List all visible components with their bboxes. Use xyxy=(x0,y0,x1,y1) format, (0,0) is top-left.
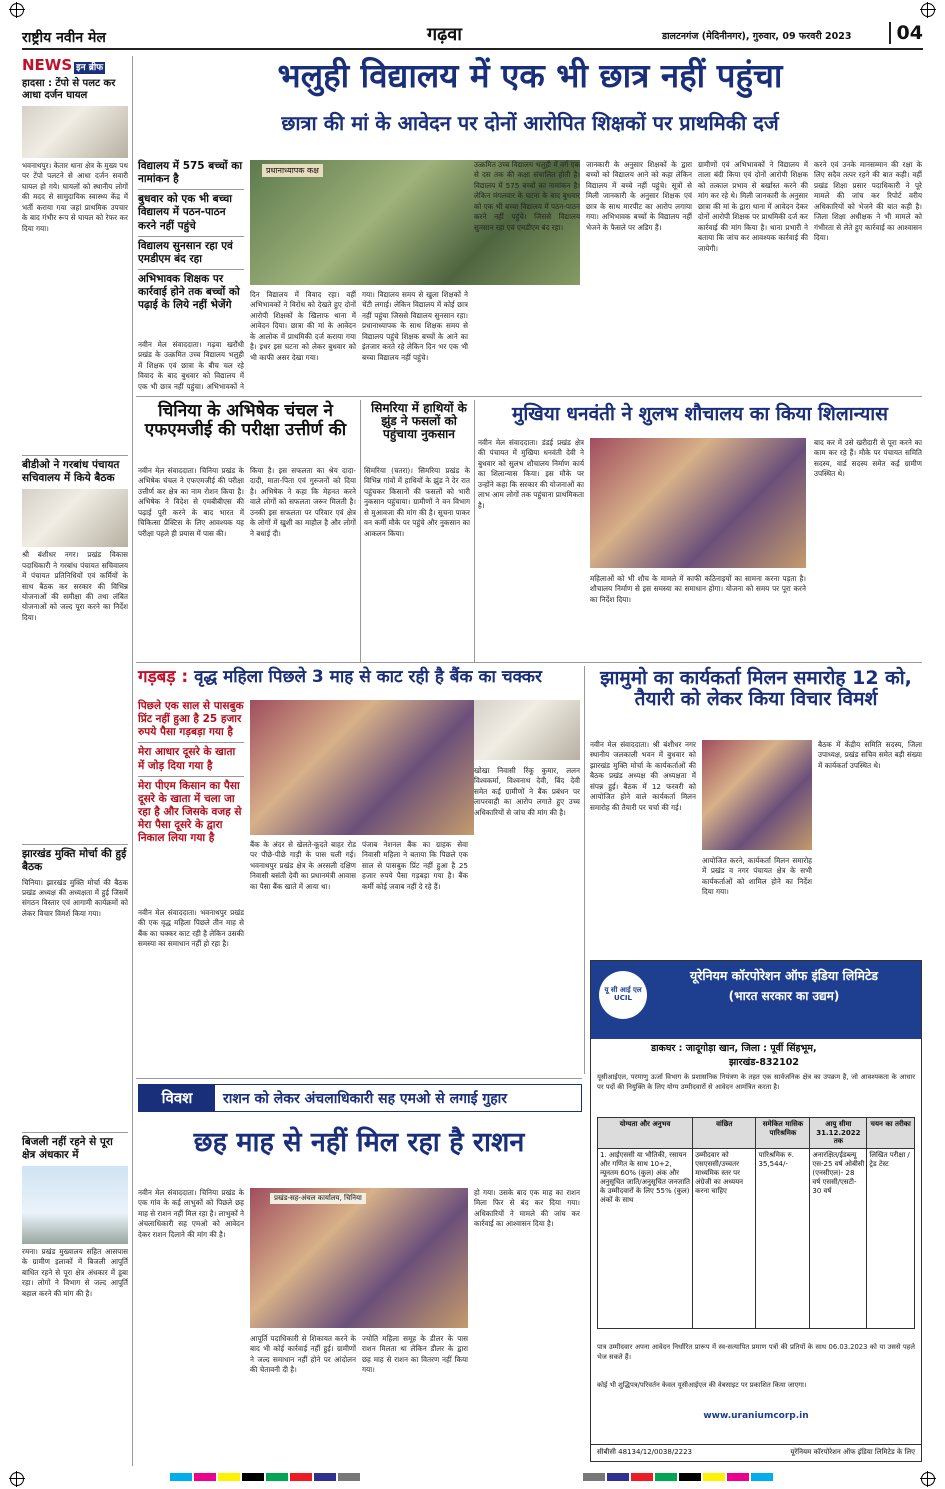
news-label: NEWS xyxy=(22,56,73,74)
ad-footer: पात्र उम्मीदवार अपना आवेदन निर्धारित प्रारूप में स्व-सत्यापित प्रमाण पत्रों की प्रतियों के साथ 06.03.2023 को या उससे पहले भेज सकते हैं। xyxy=(597,1343,915,1361)
ad-table-cell: अनारक्षित/ईडब्ल्यू एस-25 वर्ष ओबीसी (एनसीएल)- 28 वर्ष एससी/एसटी- 30 वर्ष xyxy=(810,1149,867,1329)
bank-photo xyxy=(250,700,474,835)
ad-website: www.uraniumcorp.in xyxy=(703,1411,809,1421)
ration-body: नवीन मेल संवाददाता। चिनिया प्रखंड के एक गांव के कई लाभुकों को पिछले छह माह से राशन नहीं मिल रहा है। लाभुकों ने अंचलाधिकारी सह एमओ को आवेदन देकर राशन दिलाने की मांग की है। xyxy=(138,1188,244,1239)
paper-name: राष्ट्रीय नवीन मेल xyxy=(22,30,106,46)
jmm-body: बैठक में केंद्रीय समिति सदस्य, जिला उपाध्यक्ष, प्रखंड सचिव समेत बड़ी संख्या में कार्यकर्ता उपस्थित थे। xyxy=(818,740,922,770)
color-calibration-bar xyxy=(170,1466,362,1485)
pull-quote: विद्यालय सुनसान रहा एवं एमडीएम बंद रहा xyxy=(138,237,244,270)
jmm-photo xyxy=(702,740,812,850)
photo-sign: प्रधानाध्यापक कक्ष xyxy=(262,164,323,177)
ration-body: हो गया। उसके बाद एक माह का राशन मिला फिर से बंद कर दिया गया। अधिकारियों ने मामले की जांच कर कार्रवाई का आश्वासन दिया है। xyxy=(474,1188,580,1229)
registration-mark-icon xyxy=(921,3,935,17)
lead-subhead: छात्रा की मां के आवेदन पर दोनों आरोपित शिक्षकों पर प्राथमिकी दर्ज xyxy=(281,111,779,135)
lead-headline: भलुही विद्यालय में एक भी छात्र नहीं पहुंचा xyxy=(277,56,783,95)
toilet-body: महिलाओं को भी शौच के मामले में काफी कठिनाइयों का सामना करना पड़ता है। शौचालय निर्माण से इस समस्या का समाधान होगा। योजना को समय पर पूरा करने का निर्देश दिया। xyxy=(590,574,806,604)
brief-title: बिजली नहीं रहने से पूरा क्षेत्र अंधकार में xyxy=(22,1132,128,1162)
section-divider xyxy=(136,662,922,663)
ad-pin: झारखंड-832102 xyxy=(729,1057,799,1068)
logo-text: यू सी आई एल UCIL xyxy=(604,986,642,1002)
lead-body: ग्रामीणों एवं अभिभावकों ने विद्यालय में ताला बंदी किया एवं दोनों आरोपी शिक्षक को तत्काल प्रभाव से बर्खास्त करने की मांग कर रहे थे। मिली जानकारी के अनुसार छात्रा की मां के द्वारा थाना में आवेदन देकर दोनों आरोपी शिक्षक पर प्राथमिकी दर्ज कर कार्रवाई की मांग किया है। थाना प्रभारी ने बताया कि जांच कर आवश्यक कार्रवाई की जायेगी। xyxy=(698,160,808,253)
bank-photo xyxy=(474,700,580,760)
column-divider xyxy=(584,666,585,1074)
brief-kicker: हादसा : टेंपो से पलट कर आधा दर्जन घायल xyxy=(22,78,116,101)
ad-company: यूरेनियम कॉरपोरेशन ऑफ इंडिया लिमिटेड xyxy=(690,968,878,983)
section-divider xyxy=(136,396,922,397)
lead-body: नवीन मेल संवाददाता। गढ़वा खरौंधी प्रखंड के उत्क्रमित उच्च विद्यालय भलुही में शिक्षक एवं छात्रा के बीच चल रहे विवाद के बाद बुधवार को विद्यालय में एक भी छात्र नहीं पहुंचा। अभिभावकों ने xyxy=(138,340,244,391)
bank-body: बैंक के अंदर से खेलते-कूदते बाहर रोड पर पीछे-पीछे गाड़ी के पास चली गई। भवनाथपुर प्रखंड क्षेत्र के अरसली दक्षिण निवासी बसंती देवी का प्रधानमंत्री आवास का पैसा बैंक खाते में आया था। xyxy=(250,840,356,891)
registration-mark-icon xyxy=(921,1472,935,1486)
brief-title: बीडीओ ने गरबांध पंचायत सचिवालय में किये बैठक xyxy=(22,455,128,485)
news-brief-column xyxy=(22,56,128,1466)
toilet-body: नवीन मेल संवाददाता। डंडई प्रखंड क्षेत्र की पंचायत में मुखिया धनवंती देवी ने बुधवार को सुलभ शौचालय निर्माण कार्य का शिलान्यास किया। इस मौके पर उन्होंने कहा कि सरकार की योजनाओं का लाभ आम लोगों तक पहुंचाना प्राथमिकता है। xyxy=(478,438,584,510)
lead-body: दिन विद्यालय में विवाद रहा। वहीं अभिभावकों ने विरोध को देखते हुए दोनों आरोपी शिक्षकों के खिलाफ थाना में आवेदन दिया। छात्रा की मां के आवेदन के आलोक में प्राथमिकी दर्ज कराया गया है। इधर इस घटना को लेकर बुधवार को भी काफी असर देखा गया। xyxy=(250,290,356,362)
section-name: गढ़वा xyxy=(427,24,462,45)
brief-photo xyxy=(22,489,128,547)
pull-quote: पिछले एक साल से पासबुक प्रिंट नहीं हुआ है 25 हजार रुपये पैसा गड़बड़ा गया है xyxy=(138,700,244,743)
ad-bottom-right: यूरेनियम कॉरपोरेशन ऑफ इंडिया लिमिटेड के लिए xyxy=(790,1448,915,1456)
pull-quote: विद्यालय में 575 बच्चों का नामांकन है xyxy=(138,160,244,190)
brief-body: भवनाथपुर। केतार थाना क्षेत्र के मुख्य पथ पर टेंपो पलटने से आधा दर्जन सवारी घायल हो गये। घायलों को स्थानीय लोगों की मदद से सामुदायिक स्वास्थ्य केंद्र में भर्ती कराया गया जहां प्राथमिक उपचार के बाद गंभीर रूप से घायल को रेफर कर दिया गया। xyxy=(22,161,128,233)
bank-pullouts xyxy=(138,700,244,848)
ration-kicker: विवश xyxy=(139,1085,215,1111)
lead-body: उत्क्रमित उच्च विद्यालय भलुही में वर्ग एक से दस तक की कक्षा संचालित होती है। विद्यालय में 575 बच्चों का नामांकन है। लेकिन मंगलवार के घटना के बाद बुधवार को एक भी बच्चा विद्यालय में पठन-पाठन करने नहीं पहुंचे। जिससे विद्यालय सुनसान रहा एवं एमडीएम बंद रहा। xyxy=(474,160,580,232)
ad-table-cell: उम्मीदवार को एसएससी/उच्चतर माध्यमिक स्तर पर अंग्रेजी का अध्ययन करना चाहिए xyxy=(693,1149,756,1329)
lead-pullouts xyxy=(138,160,244,315)
column-divider xyxy=(132,56,133,1466)
brief-body: रमना। प्रखंड मुख्यालय सहित आसपास के ग्रामीण इलाकों में बिजली आपूर्ति बाधित रहने से पूरा क्षेत्र अंधकार में डूबा रहा। लोगों ने विभाग से जल्द आपूर्ति बहाल करने की मांग की है। xyxy=(22,1246,128,1298)
lead-body: गया। विद्यालय समय से खुला शिक्षकों ने चेंटी लगाई। लेकिन विद्यालय में कोई छात्र नहीं पहुंचा जिससे विद्यालय सुनसान रहा। प्रधानाध्यापक के साथ शिक्षक समय से विद्यालय पहुंचे शिक्षक बच्चों के आने का इंतजार करते रहे लेकिन दिन भर एक भी बच्चा विद्यालय नहीं पहुंचे। xyxy=(362,290,468,362)
jmm-body: नवीन मेल संवाददाता। श्री बंशीधर नगर स्थानीय जलकाली भवन में बुधवार को झारखंड मुक्ति मोर्चा के कार्यकर्ताओं की बैठक प्रखंड अध्यक्ष की अध्यक्षता में संपन्न हुई। बैठक में 12 फरवरी को आयोजित होने वाले कार्यकर्ता मिलन समारोह की तैयारी पर चर्चा की गई। xyxy=(590,740,696,812)
brief-body: चिनिया। झारखंड मुक्ति मोर्चा की बैठक प्रखंड अध्यक्ष की अध्यक्षता में हुई जिसमें संगठन विस्तार एवं आगामी कार्यक्रमों को लेकर विचार विमर्श किया गया। xyxy=(22,877,128,918)
ucil-logo-icon xyxy=(599,971,647,1019)
news-label-suffix: इन ब्रीफ xyxy=(76,63,104,73)
ad-table-cell: पारिश्रमिक रु. 35,544/- xyxy=(756,1149,810,1329)
chiniya-body: किया है। इस सफलता का श्रेय दादा-दादी, माता-पिता एवं गुरुजनों को दिया है। अभिषेक ने कहा कि मेहनत करने वाले लोगों को सफलता जरूर मिलती है। उनकी इस सफलता पर परिवार एवं क्षेत्र के लोगों में खुशी का माहौल है और लोगों ने बधाई दी। xyxy=(250,466,356,538)
bank-body: पंजाब नेशनल बैंक का ग्राहक सेवा निवासी महिला ने बताया कि पिछले एक साल से पासबुक प्रिंट नहीं हुआ है 25 हजार रुपये पैसा गड़बड़ा गया है। बैंक कर्मी कोई जवाब नहीं दे रहे हैं। xyxy=(362,840,468,891)
news-brief-label xyxy=(22,56,128,74)
toilet-body: बाद कर में उसे खरीदारी से पूरा करने का काम कर रहे हैं। मौके पर पंचायत समिति सदस्य, वार्ड सदस्य समेत कई ग्रामीण उपस्थित थे। xyxy=(814,438,922,479)
ad-header xyxy=(591,961,921,1039)
ration-body: ज्योति महिला समूह के डीलर के पास राशन मिलता था लेकिन डीलर के द्वारा छह माह से राशन का वितरण नहीं किया गया। xyxy=(362,1334,468,1375)
ad-table-cell: लिखित परीक्षा / ट्रेड टेस्ट xyxy=(867,1149,915,1329)
brief-title: झारखंड मुक्ति मोर्चा की हुई बैठक xyxy=(22,844,128,874)
ad-table xyxy=(597,1117,915,1329)
ad-footer: कोई भी शुद्धिपत्र/परिवर्तन केवल यूसीआईएल की वेबसाइट पर प्रकाशित किया जाएगा। xyxy=(597,1381,807,1389)
pull-quote: मेरा आधार दूसरे के खाता में जोड़ दिया गया है xyxy=(138,743,244,776)
jmm-headline: झामुमो का कार्यकर्ता मिलन समारोह 12 को, तैयारी को लेकर किया विचार विमर्श xyxy=(600,667,912,710)
bank-kicker: गड़बड़ : xyxy=(138,667,189,687)
ucil-advertisement xyxy=(590,960,922,1462)
bank-headline-text: वृद्ध महिला पिछले 3 माह से काट रही है बैंक का चक्कर xyxy=(194,667,542,687)
chiniya-headline: चिनिया के अभिषेक चंचल ने एफएमजीई की परीक्षा उत्तीर्ण की xyxy=(144,401,347,440)
elephant-body: सिमरिया (चतरा)। सिमरिया प्रखंड के विभिन्न गांवों में हाथियों के झुंड ने देर रात पहुंचकर किसानों की फसलों को भारी नुकसान पहुंचाया। ग्रामीणों ने वन विभाग से मुआवजा की मांग की है। सूचना पाकर वन कर्मी मौके पर पहुंचे और नुकसान का आकलन किया। xyxy=(364,466,470,538)
jmm-body: आयोजित करने, कार्यकर्ता मिलन समारोह में प्रखंड व नगर पंचायत क्षेत्र के सभी कार्यकर्ताओं को शामिल होने का निर्देश दिया गया। xyxy=(702,856,812,897)
ad-table-header: आयु सीमा 31.12.2022 तक xyxy=(810,1118,867,1149)
ad-bottom-bar xyxy=(591,1444,921,1461)
pull-quote: बुधवार को एक भी बच्चा विद्यालय में पठन-पाठन करने नहीं पहुंचे xyxy=(138,190,244,236)
lead-body: करने एवं उनके मानसम्मान की रक्षा के लिए सदैव तत्पर रहने की बात कही। वहीं प्रखंड शिक्षा प्रसार पदाधिकारी ने पूरे मामले की जांच कर रिपोर्ट वरीय अधिकारियों को भेजने की बात कही है। जिला शिक्षा अधीक्षक ने भी मामले को गंभीरता से लेते हुए कार्रवाई का आश्वासन दिया। xyxy=(814,160,922,243)
ad-intro: यूसीआईएल, परमाणु ऊर्जा विभाग के प्रशासनिक नियंत्रण के तहत एक सार्वजनिक क्षेत्र का उपक्रम है, जो आवश्यकता के आधार पर पदों की नियुक्ति के लिए योग्य उम्मीदवारों से आवेदन आमंत्रित करता है। xyxy=(597,1073,915,1091)
brief-photo xyxy=(22,1166,128,1244)
ration-kicker-bar xyxy=(138,1084,582,1112)
pull-quote: अभिभावक शिक्षक पर कार्रवाई होने तक बच्चों को पढ़ाई के लिये नहीं भेजेंगे xyxy=(138,272,240,312)
toilet-photo xyxy=(590,438,806,568)
pull-quote: मेरा पीएम किसान का पैसा दूसरे के खाता में चला जा रहा है और जिसके वजह से मेरा पैसा दूसरे के द्वारा निकाल लिया गया है xyxy=(138,779,242,845)
ration-body: आपूर्ति पदाधिकारी से शिकायत करने के बाद भी कोई कार्रवाई नहीं हुई। ग्रामीणों ने जल्द समाधान नहीं होने पर आंदोलन की चेतावनी दी है। xyxy=(250,1334,356,1375)
chiniya-body: नवीन मेल संवाददाता। चिनिया प्रखंड के अभिषेक चंचल ने एफएमजीई की परीक्षा उत्तीर्ण कर क्षेत्र का नाम रोशन किया है। अभिषेक ने विदेश से एमबीबीएस की पढ़ाई पूरी करने के बाद भारत में चिकित्सा प्रैक्टिस के लिए आवश्यक यह परीक्षा पहले ही प्रयास में पास की। xyxy=(138,466,244,538)
column-divider xyxy=(474,400,475,662)
lead-body: जानकारी के अनुसार शिक्षकों के द्वारा बच्चों को विद्यालय आने को कहा लेकिन विद्यालय में बच्चे नहीं पहुंचे। सूत्रों से मिली जानकारी के अनुसार शिक्षक एवं छात्र के साथ मारपीट का आरोप लगाया गया। अभिभावक बच्चों के विद्यालय नहीं भेजने के फैसले पर अडिग हैं। xyxy=(586,160,692,232)
ration-headline: छह माह से नहीं मिल रहा है राशन xyxy=(193,1127,525,1158)
ration-photo xyxy=(250,1188,468,1328)
edition-date: डालटनगंज (मेदिनीनगर), गुरुवार, 09 फरवरी 2023 xyxy=(662,31,852,42)
ad-table-wrap xyxy=(597,1117,915,1329)
ad-table-header: समेकित मासिक पारिश्रमिक xyxy=(756,1118,810,1149)
page-header xyxy=(22,14,923,50)
ad-table-header: वांछित xyxy=(693,1118,756,1149)
elephant-headline: सिमरिया में हाथियों के झुंड ने फसलों को पहुंचाया नुकसान xyxy=(371,401,467,442)
brief-body: श्री बंशीधर नगर। प्रखंड विकास पदाधिकारी ने गरबांध पंचायत सचिवालय में पंचायत प्रतिनिधियों एवं कर्मियों के साथ बैठक कर सरकार की विभिन्न योजनाओं की समीक्षा की तथा लंबित योजनाओं को जल्द पूरा करने का निर्देश दिया। xyxy=(22,550,128,622)
ad-ref: सीबीसी 48134/12/0038/2223 xyxy=(597,1448,693,1456)
ad-table-cell: 1. आईएससी या भौतिकी, रसायन और गणित के साथ 10+2, न्यूनतम 60% (कुल) अंक और अनुसूचित जाति/अनुसूचित जनजाति के उम्मीदवारों के लिए 55% (कुल) अंकों के साथ xyxy=(598,1149,693,1329)
ad-subtitle: (भारत सरकार का उद्यम) xyxy=(728,989,840,1003)
color-calibration-bar xyxy=(583,1466,775,1485)
ad-table-header: चयन का तरीका xyxy=(867,1118,915,1149)
bank-headline xyxy=(138,668,578,687)
photo-banner: प्रखंड-सह-अंचल कार्यालय, चिनिया xyxy=(270,1193,366,1204)
ad-table-header: योग्यता और अनुभव xyxy=(598,1118,693,1149)
toilet-headline: मुखिया धनवंती ने शुलभ शौचालय का किया शिलान्यास xyxy=(511,403,889,425)
brief-photo xyxy=(22,106,128,158)
ad-address: डाकघर : जादूगोड़ा खान, जिला : पूर्वी सिंहभूम, xyxy=(651,1043,817,1054)
page-number: 04 xyxy=(889,22,923,44)
column-divider xyxy=(360,400,361,662)
bank-body: खोखा निवासी रिंकू कुमार, ललन विश्वकर्मा, विश्वनाथ देवी, बिंद देवी समेत कई ग्रामीणों ने बैंक प्रबंधन पर लापरवाही का आरोप लगाते हुए उच्च अधिकारियों से जांच की मांग की है। xyxy=(474,766,580,817)
section-divider xyxy=(136,1078,582,1079)
registration-mark-icon xyxy=(10,1472,24,1486)
ration-kicker-line: राशन को लेकर अंचलाधिकारी सह एमओ से लगाई गुहार xyxy=(223,1091,507,1107)
bank-body: नवीन मेल संवाददाता। भवनाथपुर प्रखंड की एक वृद्ध महिला पिछले तीन माह से बैंक का चक्कर काट रही है लेकिन उसकी समस्या का समाधान नहीं हो रहा है। xyxy=(138,908,244,949)
